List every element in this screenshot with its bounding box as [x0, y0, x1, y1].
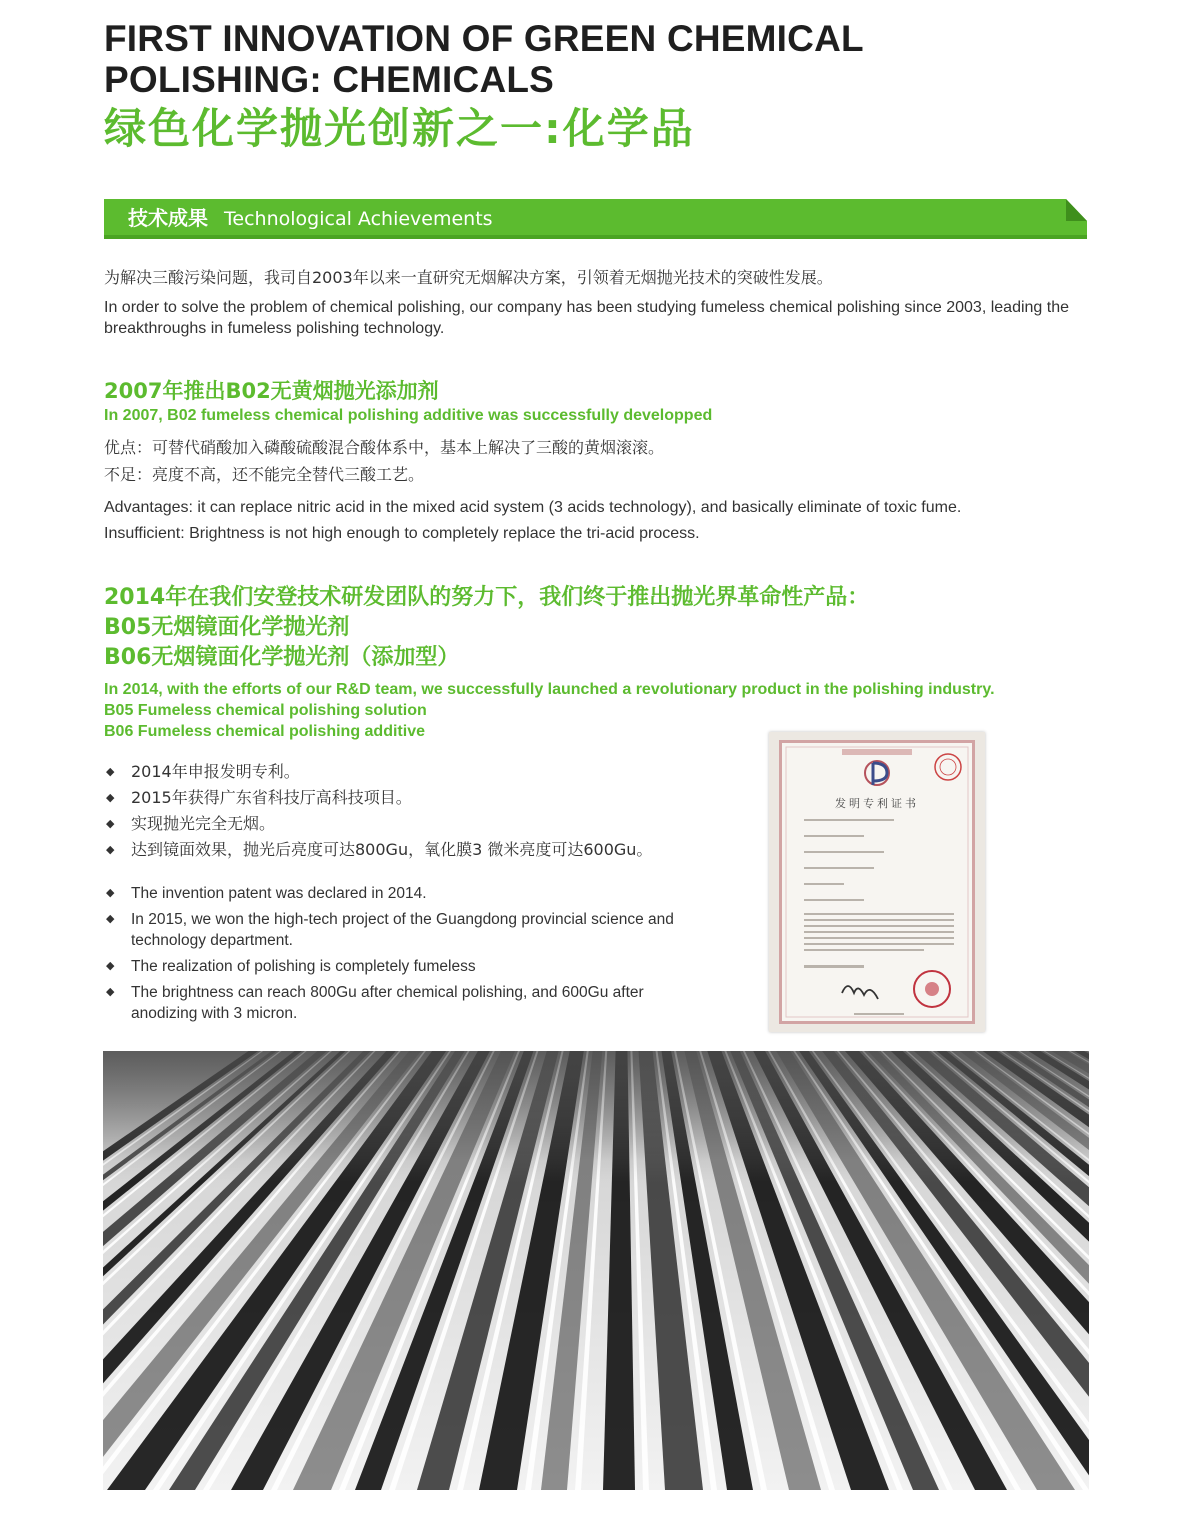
advantage-en: Advantages: it can replace nitric acid in the mixed acid system (3 acids technology), and basically eliminate of toxic fume.: [104, 499, 962, 516]
section-2014-heading-en-1: In 2014, with the efforts of our R&D team, we successfully launched a revolutionary product in the polishing industry.: [104, 681, 995, 698]
insufficient-cn: 不足：亮度不高，还不能完全替代三酸工艺。: [104, 465, 425, 484]
section-2014-heading-en-2: B05 Fumeless chemical polishing solution: [104, 702, 427, 719]
bullet-diamond-icon: ◆: [106, 843, 115, 856]
list-item: ◆ 2014年申报发明专利。: [104, 759, 754, 785]
advantage-cn: 优点：可替代硝酸加入磷酸硫酸混合酸体系中，基本上解决了三酸的黄烟滚滚。: [104, 438, 665, 457]
bullet-list-cn: [104, 759, 754, 863]
bullet-diamond-icon: ◆: [106, 986, 115, 998]
intro-en: In order to solve the problem of chemical polishing, our company has been studying fumeless chemical polishing since 2003, leading the breakthroughs in fumeless polishing technology.: [104, 299, 1069, 337]
polished-profiles-photo: [103, 1051, 1089, 1490]
section-2007-heading-cn: 2007年推出B02无黄烟抛光添加剂: [104, 379, 439, 403]
insufficient-en: Insufficient: Brightness is not high enough to completely replace the tri-acid process.: [104, 525, 700, 542]
page-title-en: FIRST INNOVATION OF GREEN CHEMICAL POLISHING: CHEMICALS: [104, 18, 864, 100]
section-2014-heading-en-3: B06 Fumeless chemical polishing additive: [104, 723, 425, 740]
list-item: ◆ The brightness can reach 800Gu after chemical polishing, and 600Gu after anodizing with 3 micron.: [106, 984, 644, 1022]
section-banner: [104, 199, 1087, 239]
list-item: ◆ 达到镜面效果，抛光后亮度可达800Gu，氧化膜3 微米亮度可达600Gu。: [104, 837, 754, 863]
list-item: ◆ In 2015, we won the high-tech project of the Guangdong provincial science and technology department.: [106, 911, 674, 949]
bullet-list-en: [104, 883, 704, 1024]
bullet-diamond-icon: ◆: [106, 817, 115, 830]
bullet-diamond-icon: ◆: [106, 765, 115, 778]
polished-bars-graphic: [103, 1051, 1089, 1490]
section-2014-heading-cn-3: B06无烟镜面化学抛光剂（添加型）: [104, 645, 460, 670]
banner-label-cn: 技术成果: [128, 206, 208, 230]
section-2014-heading-cn-1: 2014年在我们安登技术研发团队的努力下，我们终于推出抛光界革命性产品：: [104, 585, 870, 610]
patent-certificate-image: [769, 732, 985, 1032]
list-item: ◆ The realization of polishing is completely fumeless: [106, 958, 476, 975]
bullet-diamond-icon: ◆: [106, 791, 115, 804]
certificate-title: 发明专利证书: [835, 797, 919, 810]
list-item: ◆ The invention patent was declared in 2014.: [106, 885, 427, 902]
bullet-diamond-icon: ◆: [106, 887, 115, 899]
intro-cn: 为解决三酸污染问题，我司自2003年以来一直研究无烟解决方案，引领着无烟抛光技术的突破性发展。: [104, 268, 833, 287]
list-item: ◆ 实现抛光完全无烟。: [104, 811, 754, 837]
bullet-diamond-icon: ◆: [106, 913, 115, 925]
section-2007-heading-en: In 2007, B02 fumeless chemical polishing additive was successfully developped: [104, 407, 713, 424]
certificate-graphic: [782, 743, 972, 1021]
list-item: ◆ 2015年获得广东省科技厅高科技项目。: [104, 785, 754, 811]
banner-label-en: Technological Achievements: [224, 208, 493, 230]
section-2014-heading-cn-2: B05无烟镜面化学抛光剂: [104, 615, 350, 640]
page-title-cn: 绿色化学抛光创新之一:化学品: [104, 104, 695, 153]
bullet-diamond-icon: ◆: [106, 960, 115, 972]
